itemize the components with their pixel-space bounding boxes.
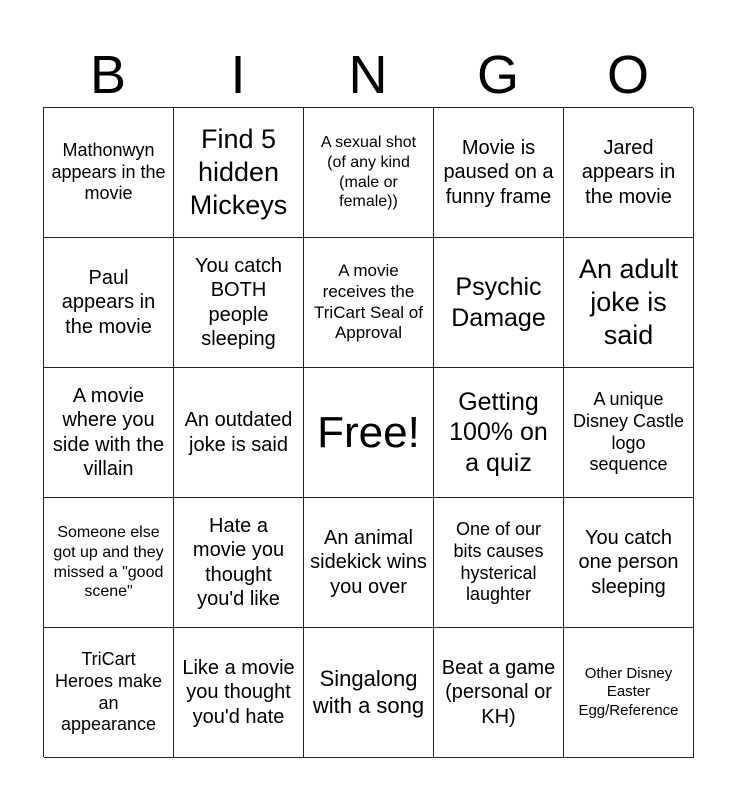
bingo-cell[interactable]: Jared appears in the movie <box>564 108 694 238</box>
bingo-cell[interactable]: A movie where you side with the villain <box>44 368 174 498</box>
bingo-cell[interactable]: You catch BOTH people sleeping <box>174 238 304 368</box>
header-letter-b: B <box>89 45 127 105</box>
header-letter-g: G <box>476 45 519 105</box>
bingo-cell[interactable]: An outdated joke is said <box>174 368 304 498</box>
bingo-header <box>43 44 693 106</box>
bingo-board <box>43 107 693 757</box>
header-letter-i: I <box>230 45 246 105</box>
bingo-cell[interactable]: Movie is paused on a funny frame <box>434 108 564 238</box>
bingo-cell[interactable]: Getting 100% on a quiz <box>434 368 564 498</box>
bingo-cell[interactable]: An adult joke is said <box>564 238 694 368</box>
bingo-cell[interactable]: A sexual shot (of any kind (male or female)) <box>304 108 434 238</box>
bingo-cell[interactable]: Find 5 hidden Mickeys <box>174 108 304 238</box>
bingo-cell[interactable]: An animal sidekick wins you over <box>304 498 434 628</box>
bingo-cell[interactable]: A movie receives the TriCart Seal of Approval <box>304 238 434 368</box>
bingo-cell[interactable]: Other Disney Easter Egg/Reference <box>564 628 694 758</box>
bingo-cell[interactable]: Someone else got up and they missed a "good scene" <box>44 498 174 628</box>
bingo-cell[interactable]: Like a movie you thought you'd hate <box>174 628 304 758</box>
bingo-cell[interactable]: Psychic Damage <box>434 238 564 368</box>
bingo-cell[interactable]: TriCart Heroes make an appearance <box>44 628 174 758</box>
bingo-cell[interactable]: You catch one person sleeping <box>564 498 694 628</box>
bingo-cell[interactable]: One of our bits causes hysterical laughter <box>434 498 564 628</box>
bingo-cell[interactable]: Beat a game (personal or KH) <box>434 628 564 758</box>
bingo-cell[interactable]: Hate a movie you thought you'd like <box>174 498 304 628</box>
bingo-cell[interactable]: Paul appears in the movie <box>44 238 174 368</box>
header-letter-n: N <box>348 45 388 105</box>
free-space-cell[interactable]: Free! <box>304 368 434 498</box>
bingo-cell[interactable]: Mathonwyn appears in the movie <box>44 108 174 238</box>
header-letter-o: O <box>606 45 649 105</box>
bingo-cell[interactable]: A unique Disney Castle logo sequence <box>564 368 694 498</box>
bingo-cell[interactable]: Singalong with a song <box>304 628 434 758</box>
